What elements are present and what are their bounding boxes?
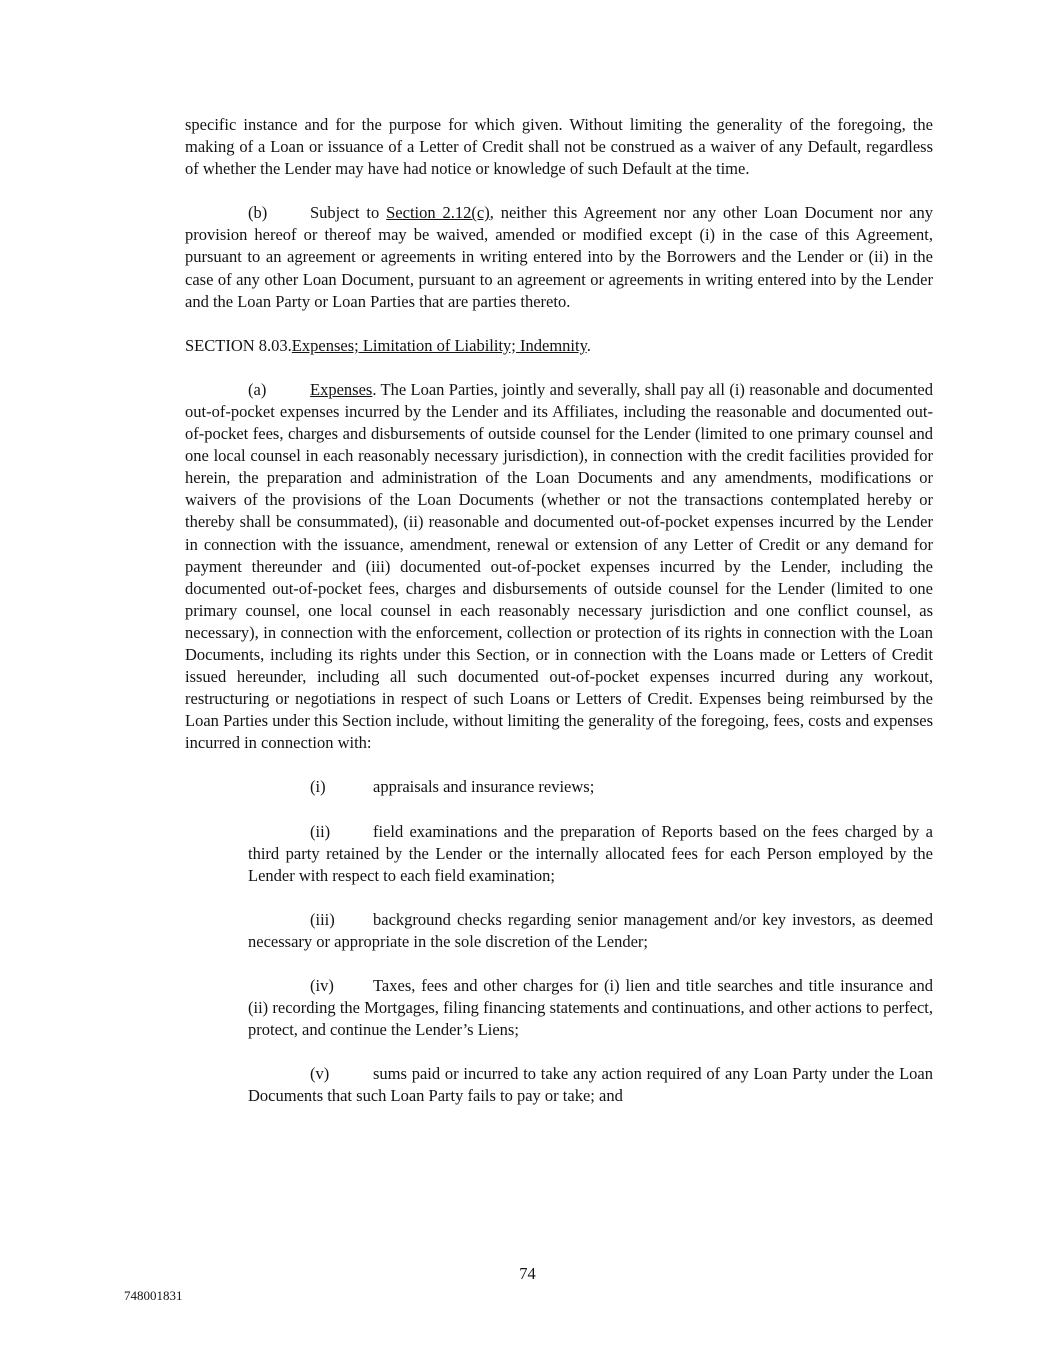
paragraph-b [185, 202, 933, 312]
section-heading-period: . [586, 335, 591, 355]
paragraph-a-lead-in: Expenses [310, 379, 373, 399]
list-item-v [185, 1063, 933, 1107]
section-heading-title: Expenses; Limitation of Liability; Indemnity [291, 335, 587, 355]
paragraph-a [185, 379, 933, 755]
paragraph-b-text-pre: Subject to [310, 203, 387, 223]
section-cross-reference: Section 2.12(c) [386, 203, 490, 223]
list-item-iv [185, 975, 933, 1041]
list-item-iii-text: background checks regarding senior management and/or key investors, as deemed necessary or appropriate in the sole discretion of the Lender; [248, 909, 933, 951]
document-id-stamp: 748001831 [124, 1288, 183, 1303]
paragraph-a-label: (a) [248, 379, 267, 399]
document-body [185, 114, 933, 1129]
list-item-iv-text: Taxes, fees and other charges for (i) lien and title searches and title insurance and (ii) recording the Mortgages, filing financing statements and continuations, and other actions to perfect, protect, and continue the Lender’s Liens; [248, 976, 933, 1040]
list-item-i-text: appraisals and insurance reviews; [373, 777, 595, 797]
list-item-i-label: (i) [310, 777, 326, 797]
paragraph-b-label: (b) [248, 203, 268, 223]
list-item-iii [185, 909, 933, 953]
list-item-ii [185, 821, 933, 887]
list-item-ii-label: (ii) [310, 821, 331, 841]
section-heading [185, 335, 933, 357]
list-item-v-text: sums paid or incurred to take any action required of any Loan Party under the Loan Documents that such Loan Party fails to pay or take; and [248, 1064, 933, 1106]
list-item-iv-label: (iv) [310, 976, 334, 995]
list-item-i [185, 776, 933, 798]
paragraph-continuation: specific instance and for the purpose for which given. Without limiting the generality of the foregoing, the making of a Loan or issuance of a Letter of Credit shall not be construed as a waiver of any Default, regardless of whether the Lender may have had notice or knowledge of such Default at the time. [185, 115, 933, 179]
list-item-v-label: (v) [310, 1064, 330, 1084]
paragraph-a-text: . The Loan Parties, jointly and severally, shall pay all (i) reasonable and documented out-of-pocket expenses incurred by the Lender and its Affiliates, including the reasonable and documented out-of-pocket fees, charges and disbursements of outside counsel for the Lender (limited to one primary counsel and one local counsel in each reasonably necessary jurisdiction), in connection with the credit facilities provided for herein, the preparation and administration of the Loan Documents and any amendments, modifications or waivers of the provisions of the Loan Documents (whether or not the transactions contemplated hereby or thereby shall be consummated), (ii) reasonable and documented out-of-pocket expenses incurred by the Lender in connection with the issuance, amendment, renewal or extension of any Letter of Credit or any demand for payment thereunder and (iii) documented out-of-pocket expenses incurred by the Lender, including the documented out-of-pocket fees, charges and disbursements of outside counsel for the Lender (limited to one primary counsel, one local counsel in each reasonably necessary jurisdiction and one conflict counsel, as necessary), in connection with the enforcement, collection or protection of its rights in connection with the Loan Documents, including its rights under this Section, or in connection with the Loans made or Letters of Credit issued hereunder, including all such documented out-of-pocket expenses incurred during any workout, restructuring or negotiations in respect of such Loans or Letters of Credit. Expenses being reimbursed by the Loan Parties under this Section include, without limiting the generality of the foregoing, fees, costs and expenses incurred in connection with: [185, 379, 933, 753]
list-item-iii-label: (iii) [310, 909, 335, 929]
paragraph-b-text-post: , neither this Agreement nor any other Loan Document nor any provision hereof or thereof may be waived, amended or modified except (i) in the case of this Agreement, pursuant to an agreement or agreements in writing entered into by the Borrowers and the Lender or (ii) in the case of any other Loan Document, pursuant to an agreement or agreements in writing entered into by the Lender and the Loan Party or Loan Parties that are parties thereto. [185, 203, 933, 311]
page-number: 74 [519, 1264, 536, 1283]
section-heading-number: SECTION 8.03. [185, 335, 292, 355]
list-item-ii-text: field examinations and the preparation of Reports based on the fees charged by a third party retained by the Lender or the internally allocated fees for each Person employed by the Lender with respect to each field examination; [248, 821, 933, 885]
